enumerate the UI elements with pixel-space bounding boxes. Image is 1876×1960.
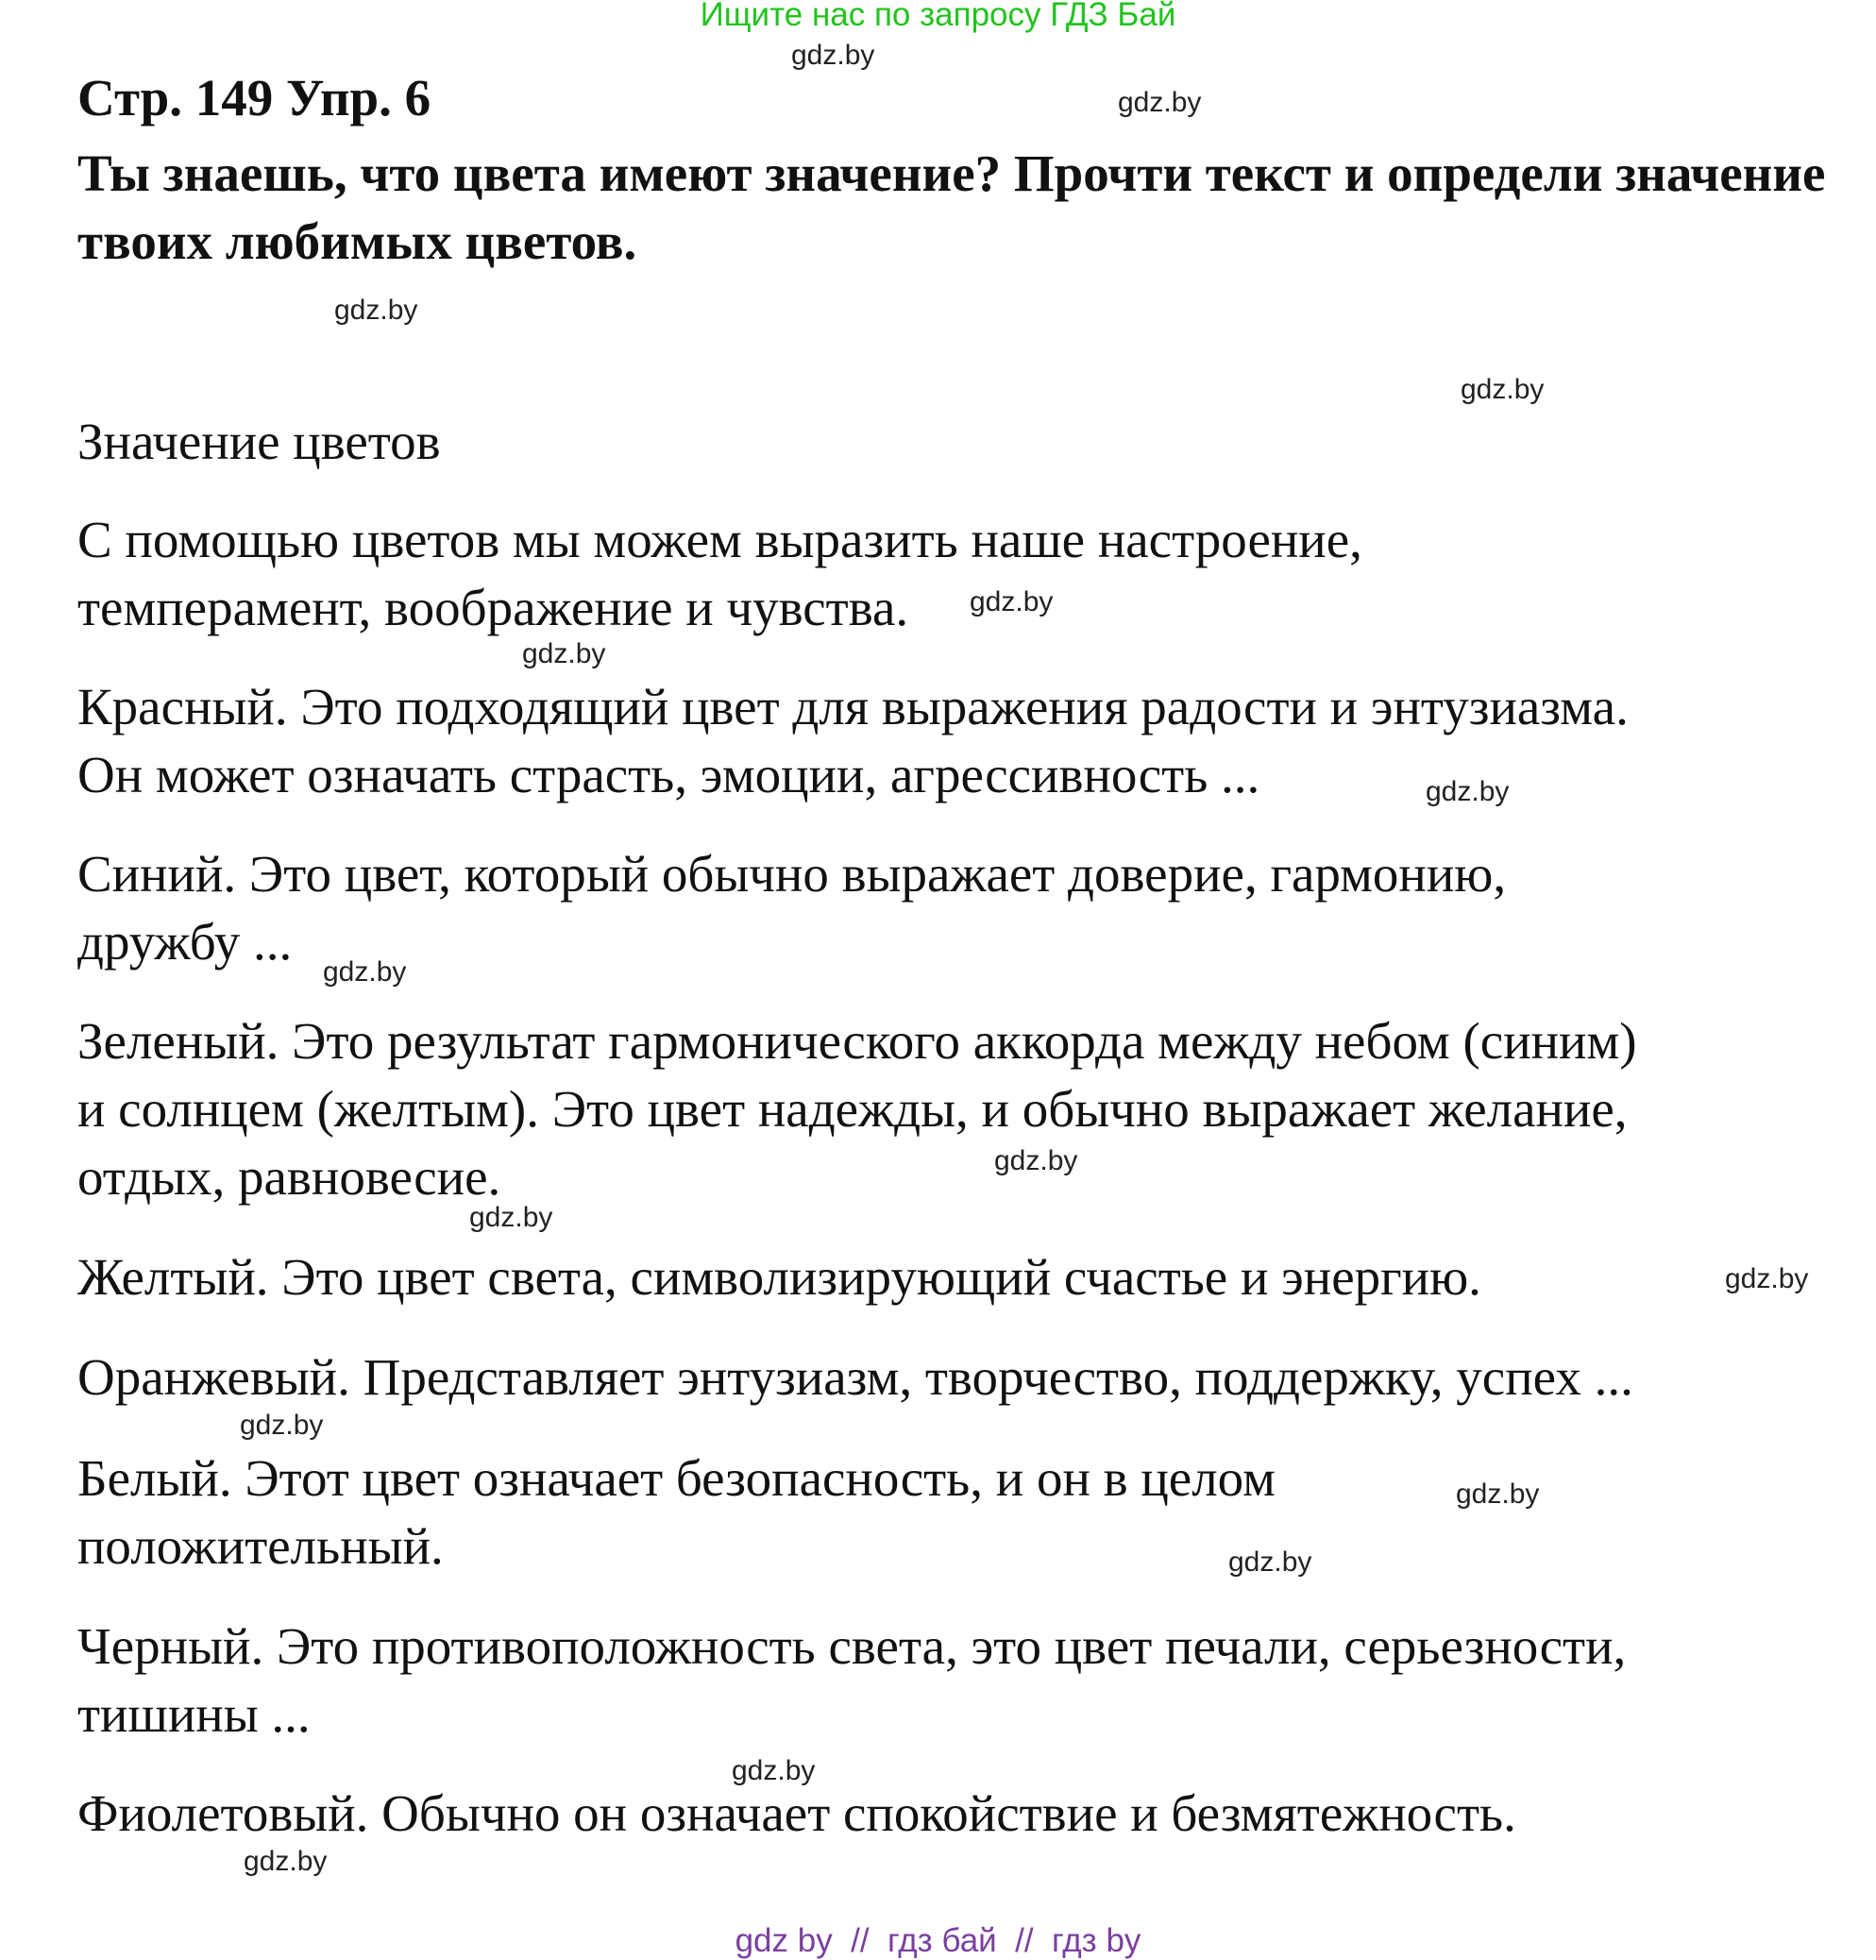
blue-line-1: Синий. Это цвет, который обычно выражает доверие, гармонию, — [77, 845, 1507, 903]
page-title: Стр. 149 Упр. 6 — [77, 69, 431, 127]
watermark: gdz.by — [240, 1410, 324, 1441]
red-line-2: Он может означать страсть, эмоции, агрессивность ... — [77, 746, 1260, 803]
watermark: gdz.by — [994, 1145, 1078, 1176]
watermark: gdz.by — [1456, 1478, 1540, 1510]
watermark: gdz.by — [970, 586, 1054, 617]
watermark: gdz.by — [323, 956, 407, 988]
green-line-1: Зеленый. Это результат гармонического аккорда между небом (синим) — [77, 1012, 1637, 1070]
intro-line-2: темперамент, воображение и чувства. — [77, 579, 909, 636]
watermark: gdz.by — [791, 40, 875, 71]
top-banner: Ищите нас по запросу ГДЗ Бай — [700, 0, 1176, 33]
watermark: gdz.by — [522, 638, 606, 669]
black-line-1: Черный. Это противоположность света, это цвет печали, серьезности, — [77, 1617, 1627, 1675]
green-line-2: и солнцем (желтым). Это цвет надежды, и обычно выражает желание, — [77, 1080, 1628, 1138]
violet-line: Фиолетовый. Обычно он означает спокойствие и безмятежность. — [77, 1784, 1516, 1842]
watermark: gdz.by — [469, 1202, 553, 1233]
task-statement: Ты знаешь, что цвета имеют значение? Прочти текст и определи значение твоих любимых цветов. — [77, 144, 1826, 270]
watermark: gdz.by — [1118, 87, 1202, 118]
watermark: gdz.by — [732, 1755, 816, 1786]
black-line-2: тишины ... — [77, 1685, 311, 1743]
yellow-line: Желтый. Это цвет света, символизирующий счастье и энергию. — [77, 1248, 1481, 1306]
green-line-3: отдых, равновесие. — [77, 1148, 501, 1206]
watermark: gdz.by — [1228, 1546, 1312, 1578]
blue-line-2: дружбу ... — [77, 913, 293, 971]
watermark: gdz.by — [334, 295, 418, 326]
watermark: gdz.by — [1426, 776, 1510, 807]
intro-line-1: С помощью цветов мы можем выразить наше настроение, — [77, 511, 1362, 568]
white-line-1: Белый. Этот цвет означает безопасность, и он в целом — [77, 1449, 1276, 1507]
red-line-1: Красный. Это подходящий цвет для выражения радости и энтузиазма. — [77, 678, 1629, 735]
footer-links: gdz by // гдз бай // гдз by — [735, 1922, 1141, 1959]
watermark: gdz.by — [244, 1846, 328, 1877]
orange-line: Оранжевый. Представляет энтузиазм, творчество, поддержку, успех ... — [77, 1348, 1633, 1406]
watermark: gdz.by — [1725, 1263, 1809, 1294]
white-line-2: положительный. — [77, 1517, 444, 1575]
watermark: gdz.by — [1461, 374, 1545, 405]
text-heading: Значение цветов — [77, 413, 441, 470]
